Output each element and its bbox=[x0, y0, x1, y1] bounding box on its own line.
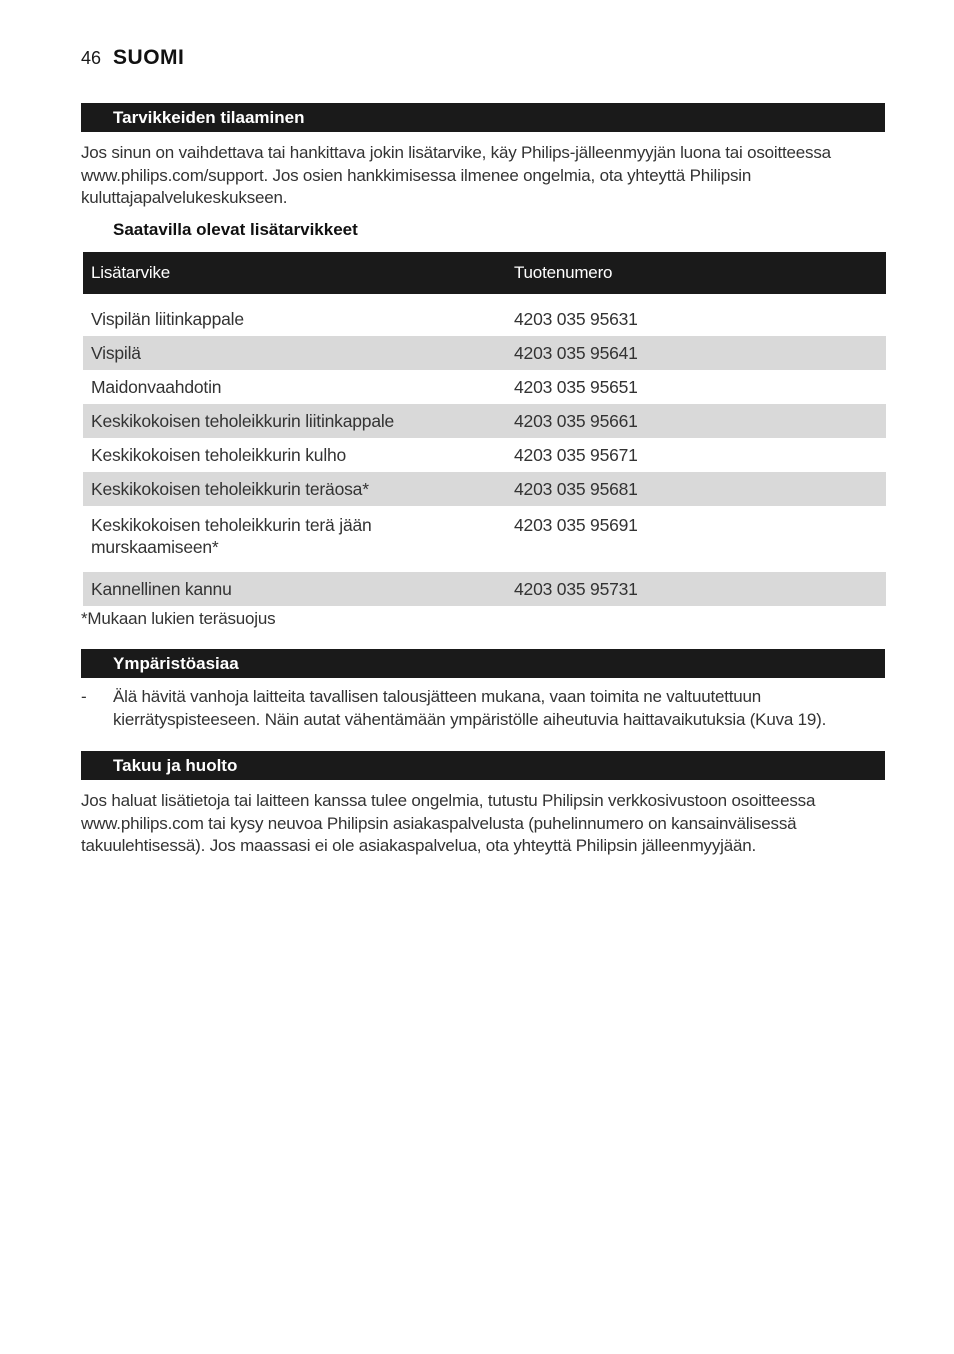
product-number: 4203 035 95641 bbox=[506, 336, 886, 370]
table-header-product-number: Tuotenumero bbox=[506, 252, 886, 294]
table-footnote: *Mukaan lukien teräsuojus bbox=[81, 609, 276, 628]
page-header bbox=[81, 46, 184, 70]
product-number: 4203 035 95731 bbox=[506, 572, 886, 606]
page-language-title: SUOMI bbox=[113, 46, 185, 69]
section-heading-ordering: Tarvikkeiden tilaaminen bbox=[81, 103, 885, 132]
page-number: 46 bbox=[81, 48, 102, 68]
accessory-name: Maidonvaahdotin bbox=[91, 376, 222, 397]
table-row bbox=[83, 506, 886, 572]
environment-bullet-item bbox=[81, 686, 887, 731]
product-number: 4203 035 95661 bbox=[506, 404, 886, 438]
table-row bbox=[83, 438, 886, 472]
accessory-name: Kannellinen kannu bbox=[83, 572, 506, 606]
accessory-name: Keskikokoisen teholeikkurin kulho bbox=[91, 444, 347, 465]
product-number: 4203 035 95651 bbox=[514, 376, 638, 397]
accessory-name: Keskikokoisen teholeikkurin terä jään murskaamiseen* bbox=[91, 515, 372, 557]
accessory-name: Keskikokoisen teholeikkurin teräosa* bbox=[83, 472, 506, 506]
product-number: 4203 035 95671 bbox=[514, 444, 638, 465]
section-heading-environment: Ympäristöasiaa bbox=[81, 649, 885, 678]
table-row bbox=[83, 572, 886, 606]
environment-bullet-text: Älä hävitä vanhoja laitteita tavallisen talousjätteen mukana, vaan toimita ne valtuutettuun kierrätyspisteeseen. Näin autat vähentämään ympäristölle aiheutuvia haittavaikutuksia (Kuva 19). bbox=[113, 687, 827, 729]
product-number: 4203 035 95681 bbox=[506, 472, 886, 506]
accessory-name: Vispilän liitinkappale bbox=[91, 308, 244, 329]
table-row bbox=[83, 472, 886, 506]
accessory-name: Keskikokoisen teholeikkurin liitinkappale bbox=[83, 404, 506, 438]
table-row bbox=[83, 336, 886, 370]
table-header-accessory: Lisätarvike bbox=[83, 252, 506, 294]
table-row bbox=[83, 370, 886, 404]
section-heading-warranty: Takuu ja huolto bbox=[81, 751, 885, 780]
accessory-name: Vispilä bbox=[83, 336, 506, 370]
table-header-row bbox=[83, 252, 886, 294]
table-row bbox=[83, 404, 886, 438]
bullet-marker: - bbox=[81, 687, 87, 706]
ordering-paragraph: Jos sinun on vaihdettava tai hankittava jokin lisätarvike, käy Philips-jälleenmyyjän luona tai osoitteessa www.philips.com/support. Jos osien hankkimisessa ilmenee ongelmia, ota yhteyttä Philipsin kuluttajapalvelukeskukseen. bbox=[81, 143, 831, 207]
product-number: 4203 035 95631 bbox=[514, 308, 638, 329]
accessories-table bbox=[83, 252, 886, 606]
accessories-subheading: Saatavilla olevat lisätarvikkeet bbox=[113, 220, 358, 239]
warranty-paragraph: Jos haluat lisätietoja tai laitteen kanssa tulee ongelmia, tutustu Philipsin verkkosivustoon osoitteessa www.philips.com tai kysy neuvoa Philipsin asiakaspalvelusta (puhelinnumero on kansainvälisessä takuulehtisessä). Jos maassasi ei ole asiakaspalvelua, ota yhteyttä Philipsin jälleenmyyjään. bbox=[81, 791, 816, 855]
table-row bbox=[83, 302, 886, 336]
table-spacer bbox=[83, 294, 886, 302]
product-number: 4203 035 95691 bbox=[514, 515, 638, 535]
